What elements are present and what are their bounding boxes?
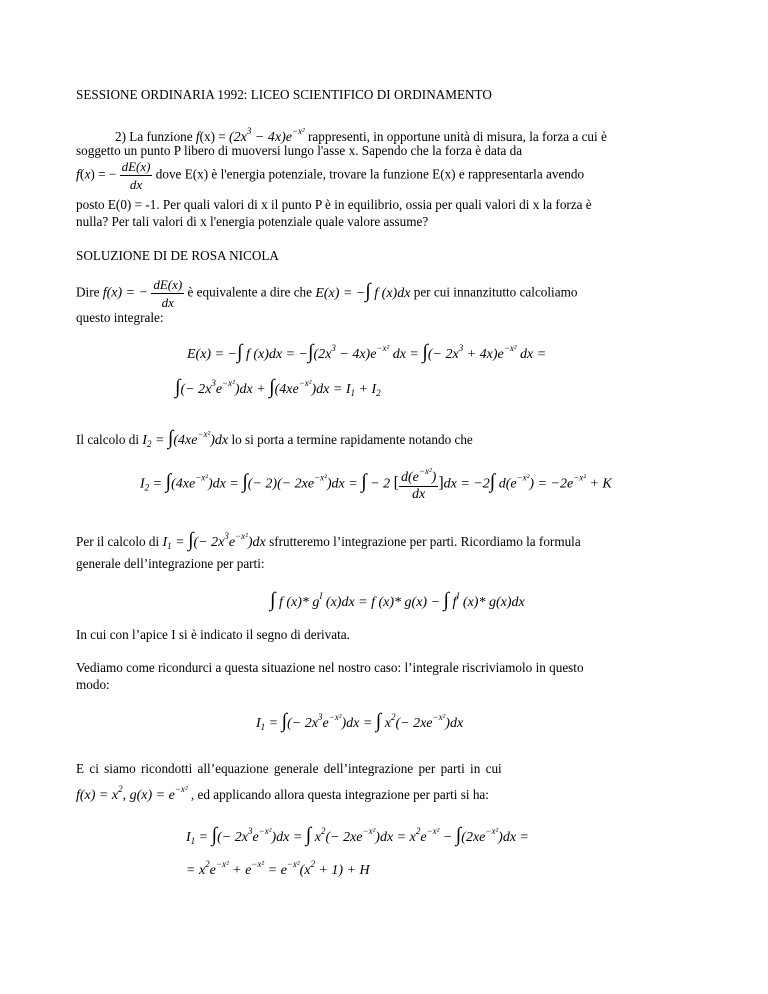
apice-line: In cui con l’apice I si è indicato il segno di derivata. (76, 627, 350, 642)
calcolo-i1-line: Per il calcolo di $I_1$ = ∫(− $2x^3e^{-x^2})dx$ sfrutteremo l’integrazione per parti. Ricordiamo la formula (76, 529, 581, 551)
questo-line: questo integrale: (76, 310, 164, 325)
equation-i1-solve-1: $I_1$ = ∫(− $2x^3e^{-x^2})dx$ = ∫ $x^2(- 2xe^{-x^2})dx = x^2e^{-x^2} - \int(2xe^{-x^2})dx$ = (186, 824, 529, 846)
e-ci-line: E ci siamo ricondotti all’equazione generale dell’integrazione per parti in cui (76, 761, 502, 776)
vediamo-line-2: modo: (76, 677, 110, 692)
applicando-line: $f(x) = x^2$, $g(x) = e^{-x^2}$ , ed applicando allora questa integrazione per parti si ha: (76, 784, 489, 803)
problem-line-1: 2) La funzione $f(x) = (2x^3 - 4x)e^{-x^2}$ rappresenti, in opportune unità di misura, la forza a cui è (115, 126, 607, 145)
problem-line-5: nulla? Per tali valori di x l'energia potenziale quale valore assume? (76, 214, 429, 229)
problem-line-4: posto E(0) = -1. Per quali valori di x il punto P è in equilibrio, ossia per quali valori di x la forza è (76, 197, 592, 212)
vediamo-line-1: Vediamo come ricondurci a questa situazione nel nostro caso: l’integrale riscriviamolo in questo (76, 660, 584, 675)
solution-heading: SOLUZIONE DI DE ROSA NICOLA (76, 248, 279, 263)
generale-line: generale dell’integrazione per parti: (76, 556, 265, 571)
equation-i2: $I_2 = \int(4xe^{-x^2})dx$ = ∫(− $2)(- 2xe^{-x^2})dx$ = ∫ − 2 [ $\frac{d(e^{-x^2})}{dx}$ ]dx = −2∫ $d(e^{-x^2}) = -2e^{-x^2} + K$ (140, 466, 612, 502)
dire-line: Dire f(x) = − $\frac{dE(x)}{dx}$ è equivalente a dire che E(x) = −∫ f (x)dx per cui innanzitutto calcoliamo (76, 277, 578, 310)
problem-line-2: soggetto un punto P libero di muoversi lungo l'asse x. Sapendo che la forza è data da (76, 143, 523, 158)
problem-line-3: f(x) = − $\frac{dE(x)}{dx}$ dove E(x) è l'energia potenziale, trovare la funzione E(x) e rappresentarla avendo (76, 159, 585, 192)
equation-ex-1: E(x) = −∫ f $(x)dx = -\int(2x^3 - 4x)e^{-x^2}$ dx = ∫(− $2x^3 + 4x)e^{-x^2}$ dx = (187, 341, 547, 363)
equation-i1-solve-2: = $x^2e^{-x^2} + e^{-x^2} = e^{-x^2}(x^2 + 1) + H$ (186, 859, 370, 878)
calcolo-i2-line: Il calcolo di $I_2 = \int(4xe^{-x^2})dx$ lo si porta a termine rapidamente notando che (76, 427, 473, 449)
equation-ex-2: ∫(− $2x^3e^{-x^2})dx + \int(4xe^{-x^2})dx = I_1 + I_2$ (175, 376, 381, 398)
exam-heading: SESSIONE ORDINARIA 1992: LICEO SCIENTIFICO DI ORDINAMENTO (76, 87, 492, 102)
equation-i1-rewrite: $I_1$ = ∫(− $2x^3e^{-x^2})dx$ = ∫ $x^2(- 2xe^{-x^2})dx$ (256, 710, 464, 732)
equation-by-parts: ∫ f (x)* $g^I$ (x)dx = f (x)* g(x) − ∫ $f^I$ (x)* g(x)dx (270, 589, 525, 611)
